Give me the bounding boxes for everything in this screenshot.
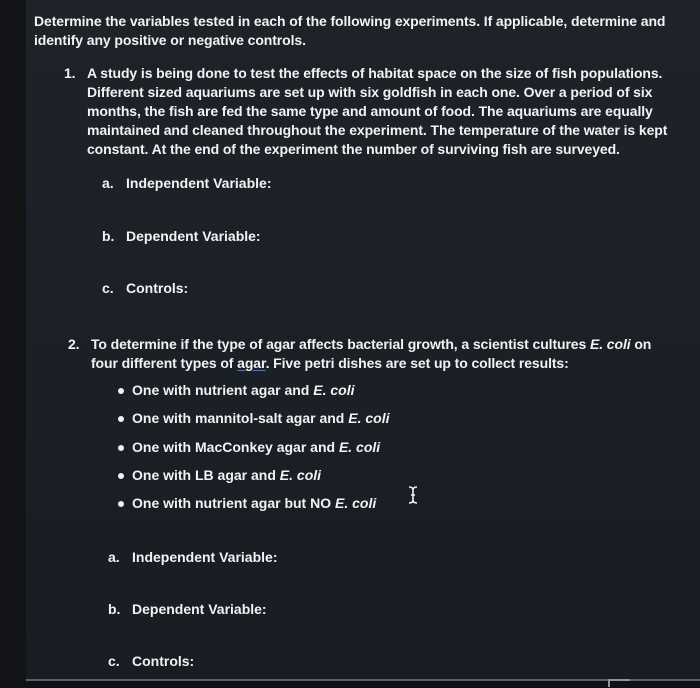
organism-name: E. coli <box>335 495 377 511</box>
instructions-line-1: Determine the variables tested in each of the following experiments. If applicable, determine and <box>34 13 666 29</box>
q1-a-label: Independent Variable: <box>126 175 272 191</box>
organism-name: E. coli <box>279 467 322 483</box>
window-icon <box>608 679 630 687</box>
list-item-label: One with nutrient agar but NO <box>132 495 335 511</box>
q1-independent-variable <box>102 175 271 191</box>
list-item-label: One with LB agar and <box>132 467 280 483</box>
q2-line2-text: four different types of <box>91 355 238 371</box>
list-item-text <box>132 410 389 426</box>
question-2-line-2 <box>91 354 651 373</box>
q2-c-letter: c. <box>108 653 120 669</box>
q2-a-letter: a. <box>108 549 120 565</box>
q2-independent-variable <box>108 549 277 565</box>
question-1-line: maintained and cleaned throughout the experiment. The temperature of the water is kept <box>87 122 668 138</box>
list-item-label: One with nutrient agar and <box>132 382 314 398</box>
bullet-icon <box>118 445 124 451</box>
agar-term: agar <box>237 355 266 371</box>
bullet-icon <box>118 473 124 479</box>
bullet-icon <box>118 501 124 507</box>
bullet-icon <box>118 416 124 422</box>
q2-dependent-variable <box>108 601 267 617</box>
question-1-line: A study is being done to test the effects of habitat space on the size of fish populations. <box>87 65 663 81</box>
q1-dependent-variable <box>102 228 261 244</box>
list-item-label: One with MacConkey agar and <box>132 439 339 455</box>
q2-a-label: Independent Variable: <box>132 549 278 565</box>
list-item-text <box>132 495 376 511</box>
q2-line2-end: . Five petri dishes are set up to collect results: <box>265 355 569 371</box>
question-1-line: months, the fish are fed the same type and amount of food. The aquariums are equally <box>87 103 653 119</box>
q2-c-label: Controls: <box>132 653 195 669</box>
q2-b-letter: b. <box>108 601 121 617</box>
q1-controls <box>102 280 188 296</box>
q2-line1-end: on <box>630 336 652 352</box>
q1-b-letter: b. <box>102 228 115 244</box>
instructions-line-2: identify any positive or negative controls. <box>34 32 306 48</box>
list-item-text <box>132 439 380 455</box>
question-2-text <box>91 335 651 373</box>
screen-bezel-bottom <box>0 681 700 688</box>
q2-line1-text: To determine if the type of agar affects bacterial growth, a scientist cultures <box>91 336 590 352</box>
instructions <box>34 12 665 50</box>
list-item-text <box>132 382 354 398</box>
question-1-line: constant. At the end of the experiment the number of surviving fish are surveyed. <box>87 141 620 157</box>
organism-name: E. coli <box>348 410 390 426</box>
bullet-icon <box>118 388 124 394</box>
q1-a-letter: a. <box>102 175 114 191</box>
list-item-label: One with mannitol-salt agar and <box>132 410 349 426</box>
text-cursor-icon <box>408 486 418 504</box>
q1-c-letter: c. <box>102 280 114 296</box>
q1-b-label: Dependent Variable: <box>126 228 261 244</box>
organism-name: E. coli <box>338 439 381 455</box>
question-1-text <box>87 64 667 159</box>
organism-name: E. coli <box>589 336 631 352</box>
q2-controls <box>108 653 194 669</box>
question-2-line-1 <box>91 335 651 354</box>
question-1-line: Different sized aquariums are set up with six goldfish in each one. Over a period of six <box>87 84 653 100</box>
question-1-number: 1. <box>64 65 76 81</box>
q1-c-label: Controls: <box>126 280 189 296</box>
list-item-text <box>132 467 321 483</box>
organism-name: E. coli <box>313 382 355 398</box>
screen-bezel <box>0 0 26 688</box>
q2-b-label: Dependent Variable: <box>132 601 267 617</box>
question-2-number: 2. <box>68 336 80 352</box>
